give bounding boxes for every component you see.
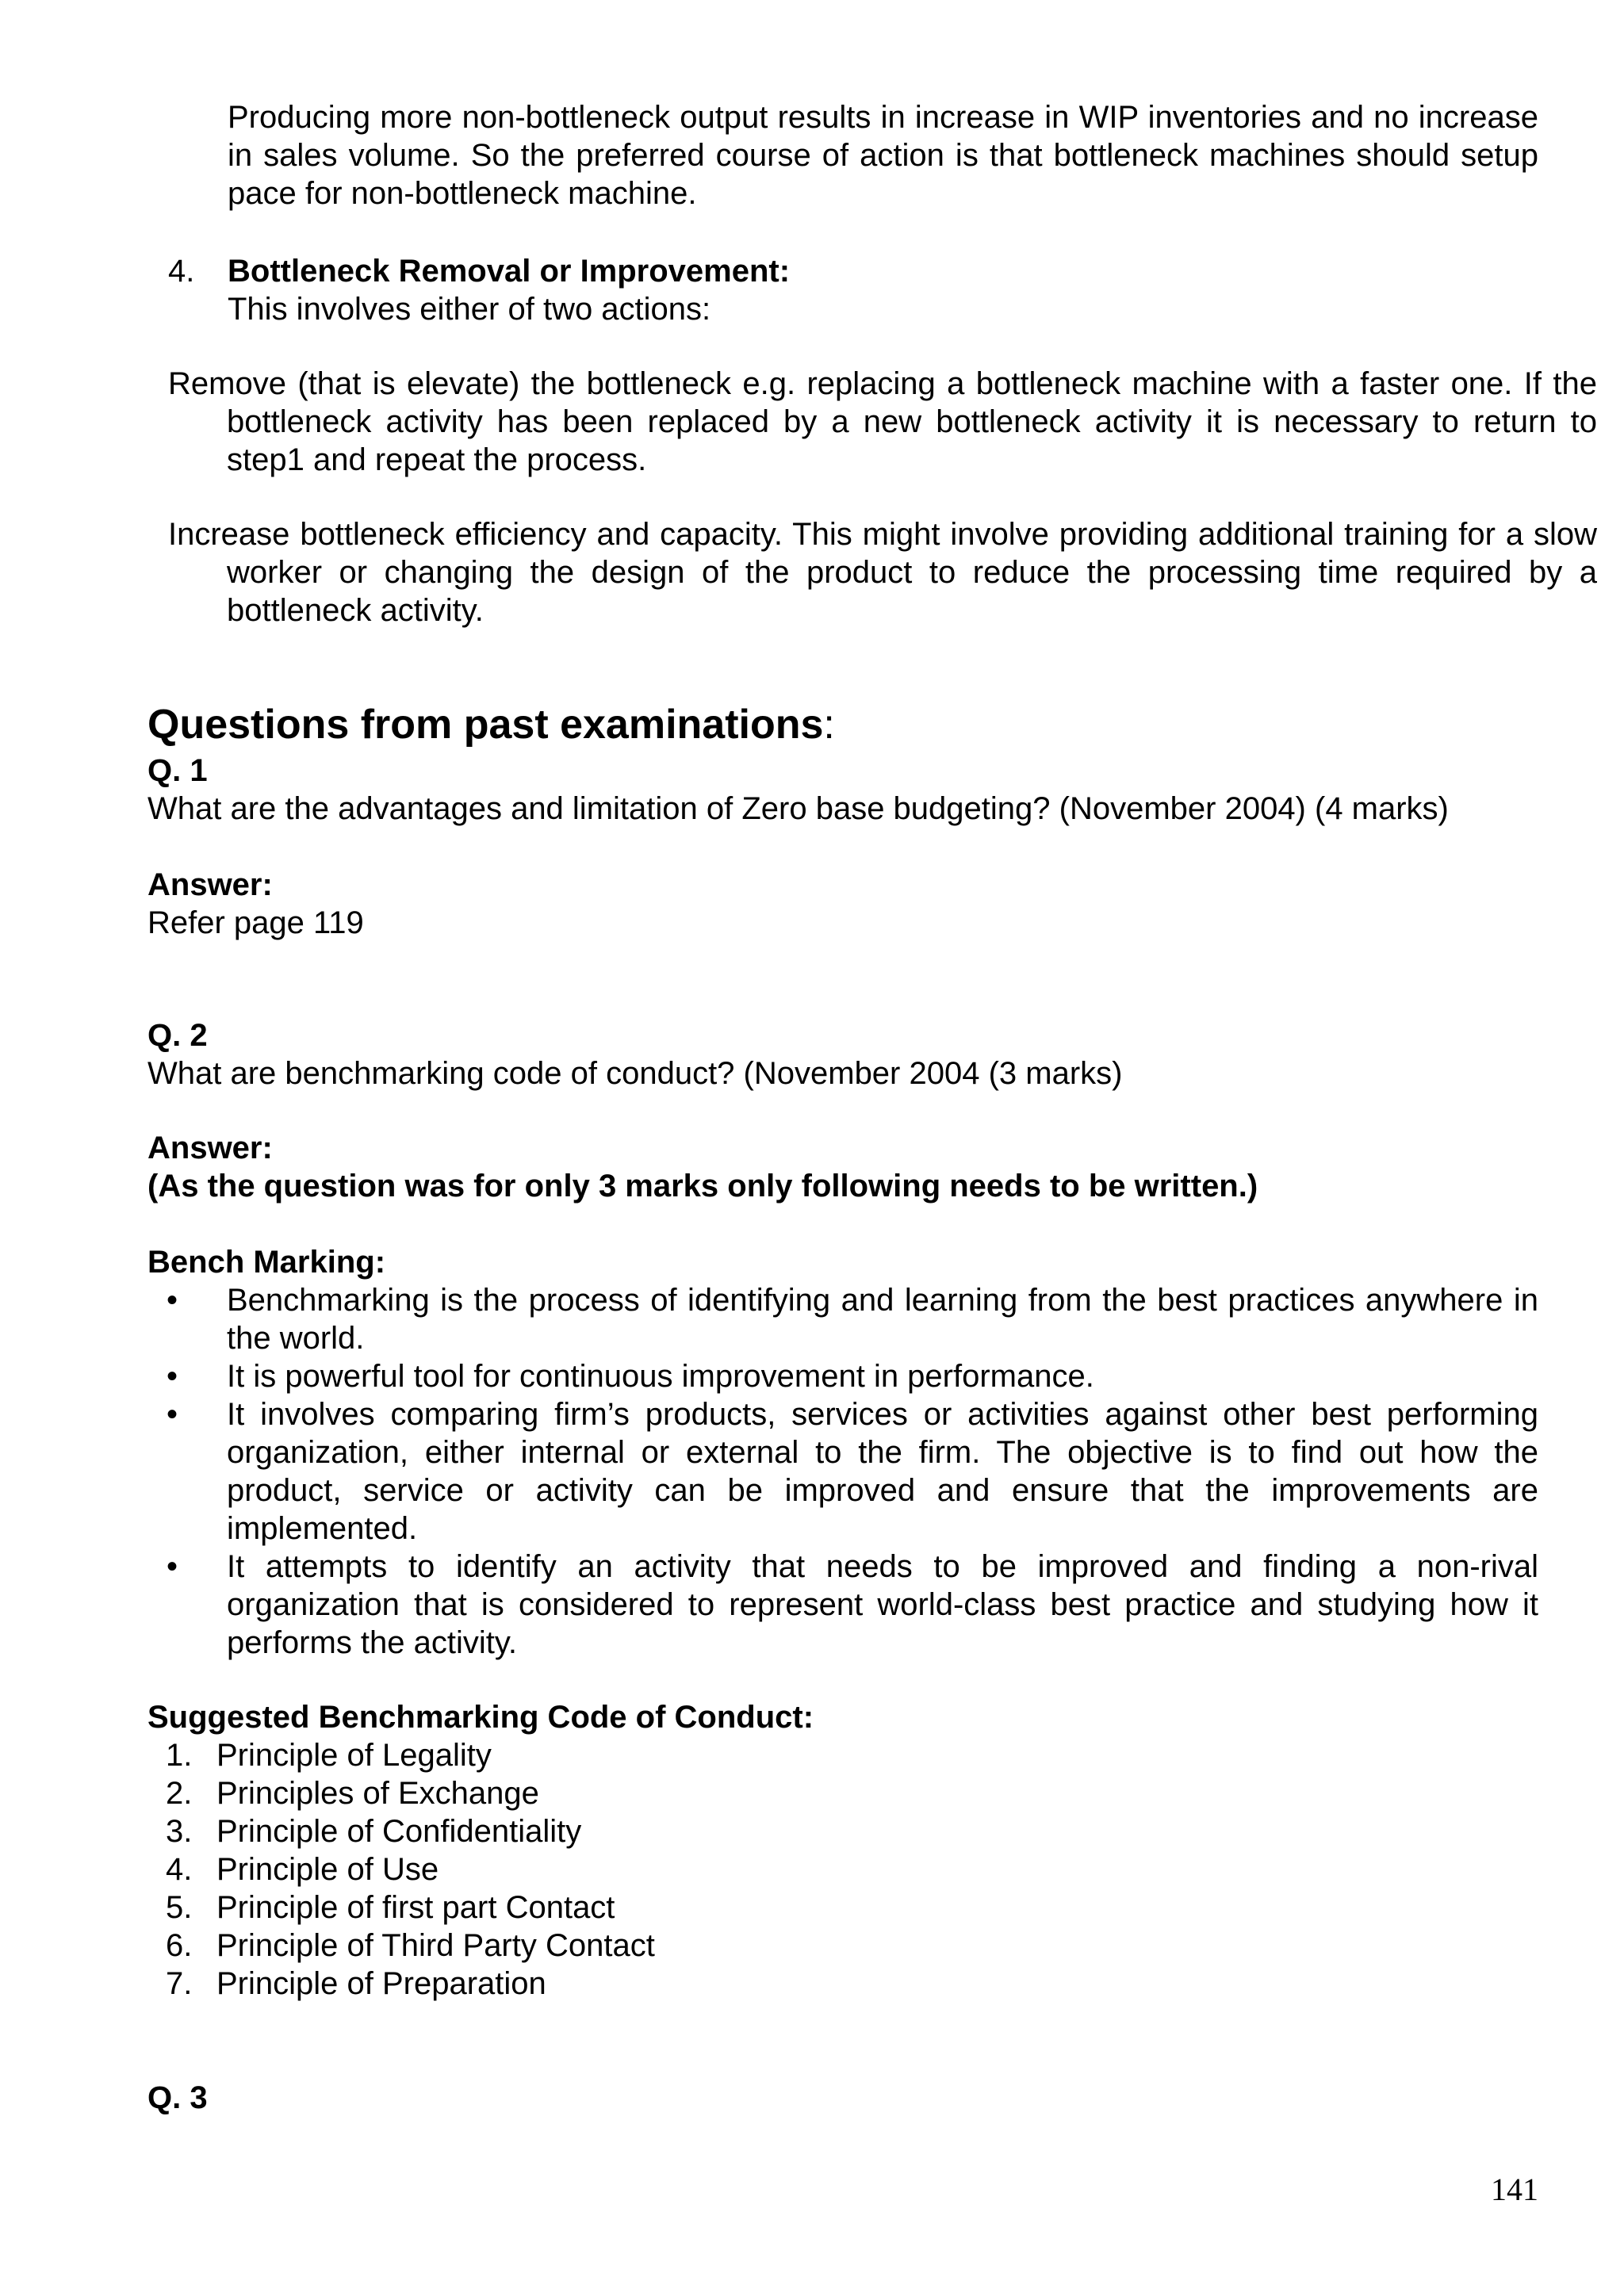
list-item — [147, 1927, 1538, 1965]
bench-marking-list — [147, 1281, 1538, 1662]
list-item — [147, 1812, 1538, 1850]
list-item-text: Principle of Preparation — [216, 1966, 546, 2001]
q1-label: Q. 1 — [147, 753, 208, 788]
q2-answer-label: Answer: — [147, 1131, 273, 1165]
step-4-intro: This involves either of two actions: — [228, 292, 711, 327]
page-number: 141 — [1491, 2172, 1538, 2207]
list-item-text: Benchmarking is the process of identifying and learning from the best practices anywhere in the world. — [227, 1283, 1538, 1356]
q2-answer-note: (As the question was for only 3 marks only following needs to be written.) — [147, 1169, 1258, 1203]
bullet-icon: • — [167, 1283, 178, 1318]
list-item — [147, 1965, 1538, 2003]
list-item — [147, 1774, 1538, 1812]
list-item-number: 4. — [166, 1852, 193, 1887]
top-paragraph: Producing more non-bottleneck output results in increase in WIP inventories and no increase in sales volume. So the preferred course of action is that bottleneck machines should setup pace for non-bottleneck machine. — [228, 100, 1538, 211]
q1-answer: Refer page 119 — [147, 905, 364, 940]
list-item-text: It is powerful tool for continuous improvement in performance. — [227, 1359, 1094, 1394]
step-4-title: Bottleneck Removal or Improvement: — [228, 254, 791, 289]
list-item-text: Principle of first part Contact — [216, 1890, 615, 1925]
q2-label: Q. 2 — [147, 1018, 208, 1053]
code-of-conduct-list — [147, 1736, 1538, 2003]
list-item — [147, 1548, 1538, 1662]
q1-question: What are the advantages and limitation of Zero base budgeting? (November 2004) (4 marks) — [147, 791, 1449, 826]
list-item-text: It attempts to identify an activity that needs to be improved and finding a non-rival organization that is considered to represent world-class best practice and studying how it performs the activity. — [227, 1549, 1538, 1660]
step-4-number: 4. — [168, 254, 195, 289]
list-item-text: Principle of Third Party Contact — [216, 1928, 655, 1963]
increase-paragraph: Increase bottleneck efficiency and capacity. This might involve providing additional training for a slow worker or changing the design of the product to reduce the processing time required by a bottleneck activity. — [168, 517, 1597, 628]
list-item-text: Principle of Legality — [216, 1738, 492, 1773]
list-item-text: Principles of Exchange — [216, 1776, 539, 1811]
list-item-text: Principle of Confidentiality — [216, 1814, 582, 1849]
bullet-icon: • — [167, 1359, 178, 1394]
list-item — [147, 1850, 1538, 1888]
bullet-icon: • — [167, 1549, 178, 1584]
section-heading-colon: : — [823, 702, 835, 748]
list-item-number: 5. — [166, 1890, 193, 1925]
list-item — [147, 1736, 1538, 1774]
list-item — [147, 1888, 1538, 1927]
section-heading — [147, 699, 835, 750]
bench-marking-heading: Bench Marking: — [147, 1245, 386, 1280]
list-item-number: 3. — [166, 1814, 193, 1849]
section-heading-text: Questions from past examinations — [147, 702, 824, 748]
q3-label: Q. 3 — [147, 2080, 208, 2115]
remove-paragraph: Remove (that is elevate) the bottleneck e.g. replacing a bottleneck machine with a faster one. If the bottleneck activity has been replaced by a new bottleneck activity it is necessary to return to step1 and repeat the process. — [168, 366, 1597, 477]
list-item — [147, 1357, 1538, 1395]
bullet-icon: • — [167, 1397, 178, 1432]
q1-answer-label: Answer: — [147, 867, 273, 902]
list-item-number: 1. — [166, 1738, 193, 1773]
list-item-text: Principle of Use — [216, 1852, 439, 1887]
list-item — [147, 1395, 1538, 1548]
list-item-number: 7. — [166, 1966, 193, 2001]
list-item-number: 2. — [166, 1776, 193, 1811]
code-of-conduct-heading: Suggested Benchmarking Code of Conduct: — [147, 1700, 814, 1735]
step-4 — [168, 252, 1538, 328]
list-item-number: 6. — [166, 1928, 193, 1963]
list-item-text: It involves comparing firm’s products, services or activities against other best performing organization, either internal or external to the firm. The objective is to find out how the product, service or activity can be improved and ensure that the improvements are implemented. — [227, 1397, 1538, 1546]
q2-question: What are benchmarking code of conduct? (November 2004 (3 marks) — [147, 1056, 1123, 1091]
list-item — [147, 1281, 1538, 1357]
